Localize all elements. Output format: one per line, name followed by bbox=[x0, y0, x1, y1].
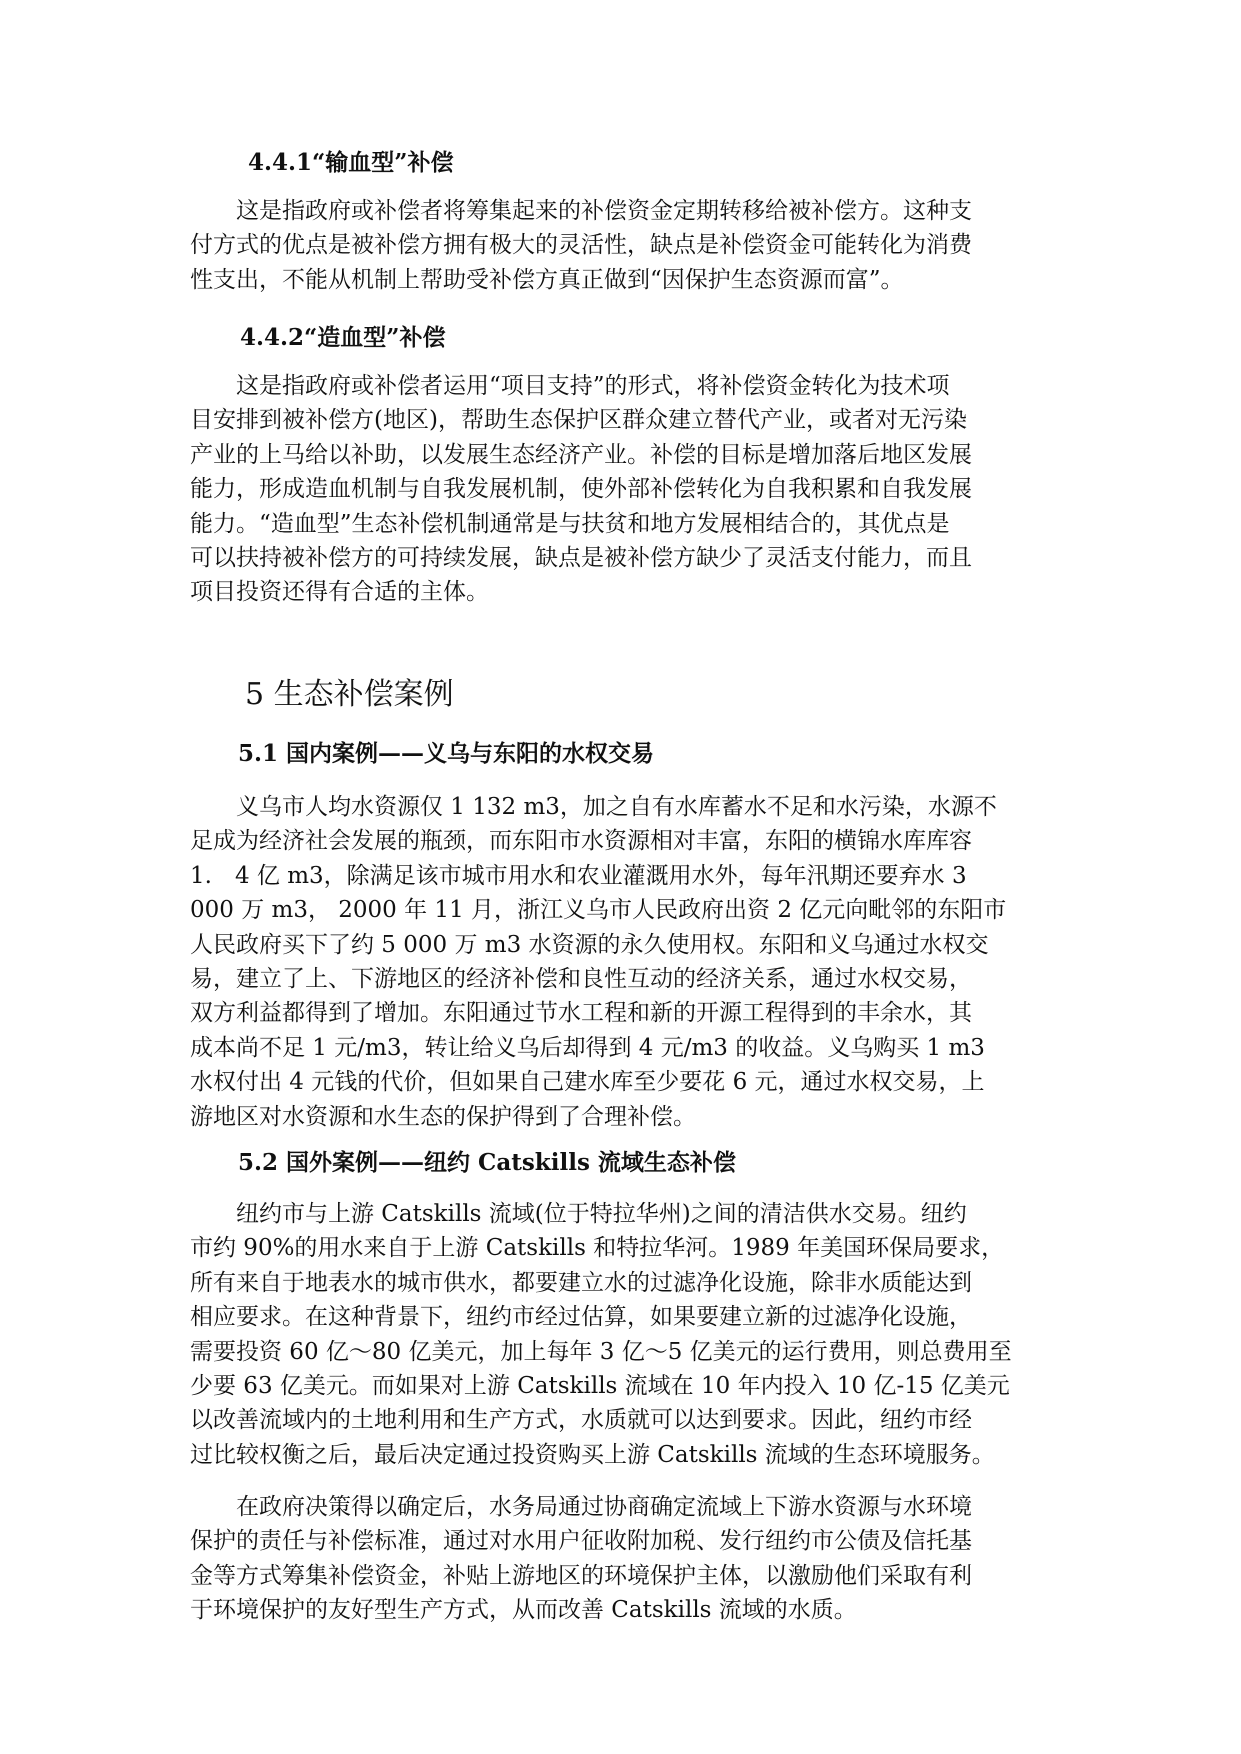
text-line: 目安排到被补偿方(地区)，帮助生态保护区群众建立替代产业，或者对无污染 bbox=[190, 407, 967, 434]
text-line: 以改善流域内的土地利用和生产方式，水质就可以达到要求。因此，纽约市经 bbox=[190, 1407, 972, 1434]
text-line: 少要 63 亿美元。而如果对上游 Catskills 流域在 10 年内投入 10 亿-15 亿美元 bbox=[190, 1372, 1010, 1399]
text-line: 1. 4 亿 m3，除满足该市城市用水和农业灌溉用水外，每年汛期还要弃水 3 bbox=[190, 862, 967, 889]
text-line: 成本尚不足 1 元/m3，转让给义乌后却得到 4 元/m3 的收益。义乌购买 1 m3 bbox=[190, 1034, 985, 1061]
heading-5-2: 5.2 国外案例——纽约 Catskills 流域生态补偿 bbox=[238, 1149, 736, 1176]
text-line: 所有来自于地表水的城市供水，都要建立水的过滤净化设施，除非水质能达到 bbox=[190, 1269, 972, 1296]
text-line: 可以扶持被补偿方的可持续发展，缺点是被补偿方缺少了灵活支付能力，而且 bbox=[190, 544, 972, 571]
heading-5: 5 生态补偿案例 bbox=[245, 677, 454, 712]
text-line: 性支出，不能从机制上帮助受补偿方真正做到“因保护生态资源而富”。 bbox=[190, 266, 904, 293]
text-line: 游地区对水资源和水生态的保护得到了合理补偿。 bbox=[190, 1103, 696, 1130]
text-line: 人民政府买下了约 5 000 万 m3 水资源的永久使用权。东阳和义乌通过水权交 bbox=[190, 931, 989, 958]
text-line: 能力。“造血型”生态补偿机制通常是与扶贫和地方发展相结合的，其优点是 bbox=[190, 510, 950, 537]
text-line: 市约 90%的用水来自于上游 Catskills 和特拉华河。1989 年美国环保局要求， bbox=[190, 1235, 1005, 1262]
text-line: 义乌市人均水资源仅 1 132 m3，加之自有水库蓄水不足和水污染，水源不 bbox=[190, 794, 997, 820]
text-line: 金等方式筹集补偿资金，补贴上游地区的环境保护主体，以激励他们采取有利 bbox=[190, 1562, 972, 1589]
text-line: 易，建立了上、下游地区的经济补偿和良性互动的经济关系，通过水权交易， bbox=[190, 965, 972, 992]
heading-5-1: 5.1 国内案例——义乌与东阳的水权交易 bbox=[238, 740, 655, 767]
paragraph-4-4-1 bbox=[190, 194, 1070, 297]
text-line: 过比较权衡之后，最后决定通过投资购买上游 Catskills 流域的生态环境服务。 bbox=[190, 1441, 995, 1468]
text-line: 产业的上马给以补助，以发展生态经济产业。补偿的目标是增加落后地区发展 bbox=[190, 441, 972, 468]
paragraph-5-2-b bbox=[190, 1490, 1070, 1628]
text-line: 能力，形成造血机制与自我发展机制，使外部补偿转化为自我积累和自我发展 bbox=[190, 476, 972, 503]
text-line: 需要投资 60 亿～80 亿美元，加上每年 3 亿～5 亿美元的运行费用，则总费用至 bbox=[190, 1338, 1012, 1365]
text-line: 项目投资还得有合适的主体。 bbox=[190, 579, 489, 606]
text-line: 保护的责任与补偿标准，通过对水用户征收附加税、发行纽约市公债及信托基 bbox=[190, 1528, 972, 1555]
text-line: 双方利益都得到了增加。东阳通过节水工程和新的开源工程得到的丰余水，其 bbox=[190, 1000, 972, 1027]
heading-4-4-1: 4.4.1“输血型”补偿 bbox=[248, 149, 454, 176]
text-line: 付方式的优点是被补偿方拥有极大的灵活性，缺点是补偿资金可能转化为消费 bbox=[190, 232, 972, 259]
text-line: 相应要求。在这种背景下，纽约市经过估算，如果要建立新的过滤净化设施， bbox=[190, 1304, 972, 1331]
text-line: 于环境保护的友好型生产方式，从而改善 Catskills 流域的水质。 bbox=[190, 1597, 857, 1624]
heading-4-4-2: 4.4.2“造血型”补偿 bbox=[240, 324, 446, 351]
text-line: 纽约市与上游 Catskills 流域(位于特拉华州)之间的清洁供水交易。纽约 bbox=[190, 1201, 967, 1227]
text-line: 这是指政府或补偿者将筹集起来的补偿资金定期转移给被补偿方。这种支 bbox=[190, 198, 972, 224]
text-line: 在政府决策得以确定后，水务局通过协商确定流域上下游水资源与水环境 bbox=[190, 1494, 972, 1520]
text-line: 足成为经济社会发展的瓶颈，而东阳市水资源相对丰富，东阳的横锦水库库容 bbox=[190, 828, 972, 855]
text-line: 000 万 m3， 2000 年 11 月，浙江义乌市人民政府出资 2 亿元向毗邻的东阳市 bbox=[190, 897, 1007, 924]
paragraph-5-2-a bbox=[190, 1197, 1070, 1472]
text-line: 这是指政府或补偿者运用“项目支持”的形式，将补偿资金转化为技术项 bbox=[190, 373, 950, 399]
paragraph-5-1 bbox=[190, 790, 1070, 1134]
paragraph-4-4-2 bbox=[190, 369, 1070, 610]
text-line: 水权付出 4 元钱的代价，但如果自己建水库至少要花 6 元，通过水权交易，上 bbox=[190, 1069, 985, 1096]
